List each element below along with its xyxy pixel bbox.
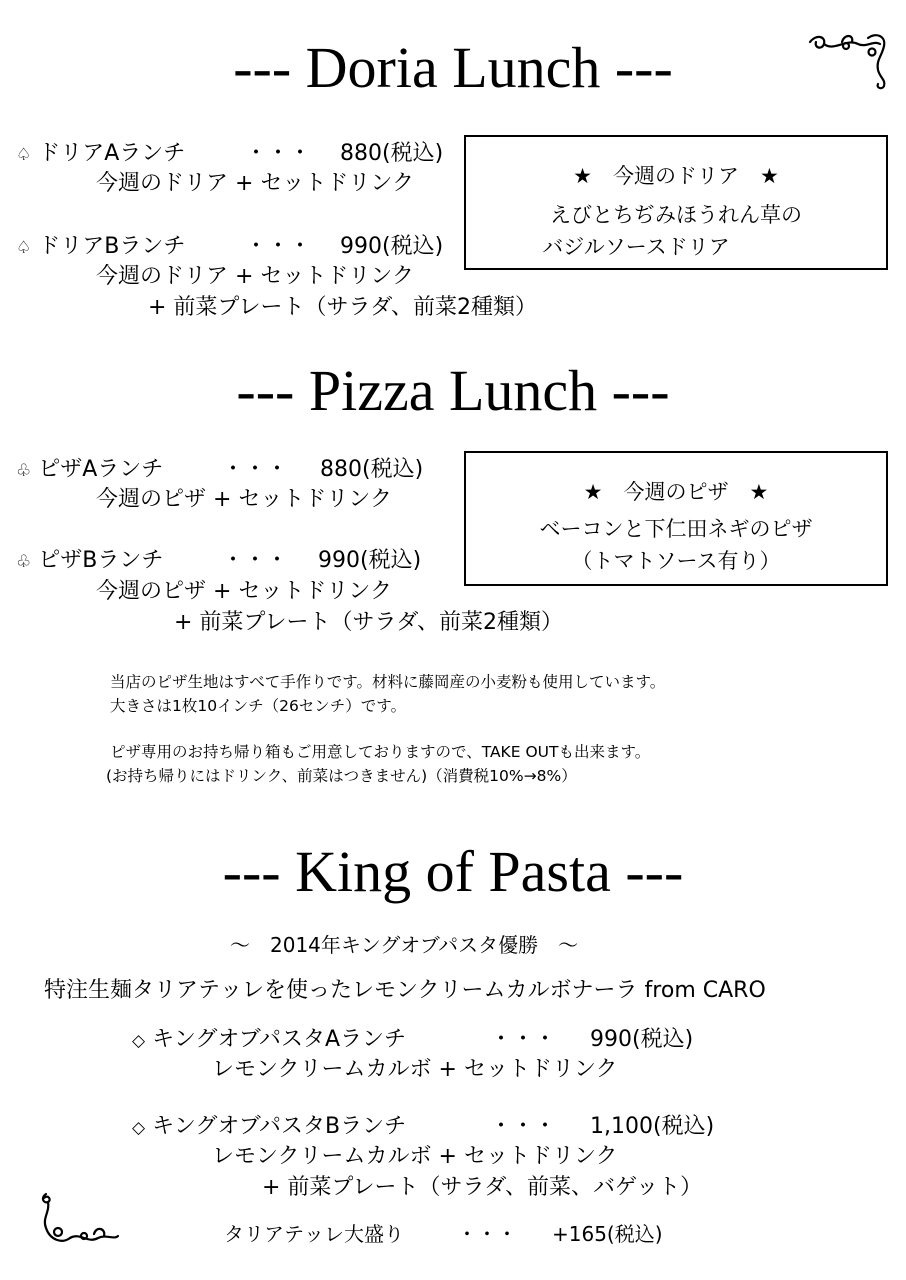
doria-weekly-line1: えびとちぢみほうれん草の xyxy=(550,203,802,227)
pizza-item-a-price: 880(税込) xyxy=(320,457,424,482)
doria-item-a-price: 880(税込) xyxy=(340,141,444,166)
doria-item-b-price: 990(税込) xyxy=(340,234,444,259)
diamond-icon: ◇ xyxy=(132,1031,146,1051)
doria-item-a-dots: ・・・ xyxy=(245,141,312,166)
pasta-item-a-row xyxy=(132,1022,406,1053)
pasta-item-b-desc: レモンクリームカルボ + セットドリンク xyxy=(212,1144,618,1169)
doria-item-a-desc: 今週のドリア + セットドリンク xyxy=(96,171,414,196)
doria-item-b-dots: ・・・ xyxy=(245,234,312,259)
pasta-item-b-dots: ・・・ xyxy=(490,1114,557,1139)
pasta-item-b-price: 1,100(税込) xyxy=(590,1114,715,1139)
doria-weekly-heading: ★ 今週のドリア ★ xyxy=(573,164,779,188)
pasta-item-b-row xyxy=(132,1109,406,1140)
club-icon: ♧ xyxy=(16,461,32,481)
pasta-item-a-desc: レモンクリームカルボ + セットドリンク xyxy=(212,1057,618,1082)
pasta-section-title: --- King of Pasta --- xyxy=(222,839,684,904)
pizza-item-a-desc: 今週のピザ + セットドリンク xyxy=(96,487,392,512)
doria-weekly-line2: バジルソースドリア xyxy=(542,235,730,259)
pizza-item-b-desc: 今週のピザ + セットドリンク xyxy=(96,579,392,604)
spade-icon: ♤ xyxy=(16,145,32,165)
pizza-item-b-desc2: + 前菜プレート（サラダ、前菜2種類） xyxy=(174,610,564,635)
doria-item-a-name: ドリアAランチ xyxy=(38,141,186,166)
pasta-item-a-name: キングオブパスタAランチ xyxy=(152,1027,407,1052)
pizza-section-title: --- Pizza Lunch --- xyxy=(236,358,670,423)
pasta-extra-dots: ・・・ xyxy=(457,1222,517,1246)
pizza-item-b-price: 990(税込) xyxy=(318,548,422,573)
pizza-weekly-heading: ★ 今週のピザ ★ xyxy=(583,480,769,504)
pasta-extra-name: タリアテッレ大盛り xyxy=(224,1222,404,1246)
doria-item-b-desc: 今週のドリア + セットドリンク xyxy=(96,264,414,289)
pizza-item-a-row xyxy=(16,452,163,483)
pizza-note-4: (お持ち帰りにはドリンク、前菜はつきません)（消費税10%→8%） xyxy=(106,767,577,785)
pizza-item-a-name: ピザAランチ xyxy=(38,457,164,482)
pizza-note-1: 当店のピザ生地はすべて手作りです。材料に藤岡産の小麦粉も使用しています。 xyxy=(110,673,666,691)
pasta-extra-price: +165(税込) xyxy=(552,1222,663,1246)
club-icon: ♧ xyxy=(16,552,32,572)
doria-section-title: --- Doria Lunch --- xyxy=(233,35,673,100)
pizza-item-a-dots: ・・・ xyxy=(222,457,289,482)
pasta-item-b-name: キングオブパスタBランチ xyxy=(152,1114,407,1139)
doria-item-b-name: ドリアBランチ xyxy=(38,234,186,259)
diamond-icon: ◇ xyxy=(132,1118,146,1138)
pizza-item-b-row xyxy=(16,543,163,574)
pizza-item-b-dots: ・・・ xyxy=(222,548,289,573)
pizza-note-3: ピザ専用のお持ち帰り箱もご用意しておりますので、TAKE OUTも出来ます。 xyxy=(110,743,651,761)
pizza-weekly-box xyxy=(464,451,888,586)
pasta-item-a-price: 990(税込) xyxy=(590,1027,694,1052)
pizza-item-b-name: ピザBランチ xyxy=(38,548,164,573)
pasta-item-b-desc2: + 前菜プレート（サラダ、前菜、バゲット） xyxy=(262,1175,703,1200)
pizza-weekly-line2: （トマトソース有り） xyxy=(571,549,781,573)
spade-icon: ♤ xyxy=(16,238,32,258)
pasta-item-a-dots: ・・・ xyxy=(490,1027,557,1052)
flourish-icon xyxy=(36,1188,122,1250)
pizza-weekly-line1: ベーコンと下仁田ネギのピザ xyxy=(539,517,813,541)
pasta-subtitle: ～ 2014年キングオブパスタ優勝 ～ xyxy=(230,933,579,957)
pizza-note-2: 大きさは1枚10インチ（26センチ）です。 xyxy=(110,697,407,715)
doria-item-a-row xyxy=(16,136,185,167)
pasta-tagline: 特注生麺タリアテッレを使ったレモンクリームカルボナーラ from CARO xyxy=(44,978,766,1003)
doria-item-b-row xyxy=(16,229,185,260)
doria-item-b-desc2: + 前菜プレート（サラダ、前菜2種類） xyxy=(148,295,538,320)
doria-weekly-box xyxy=(464,135,888,270)
